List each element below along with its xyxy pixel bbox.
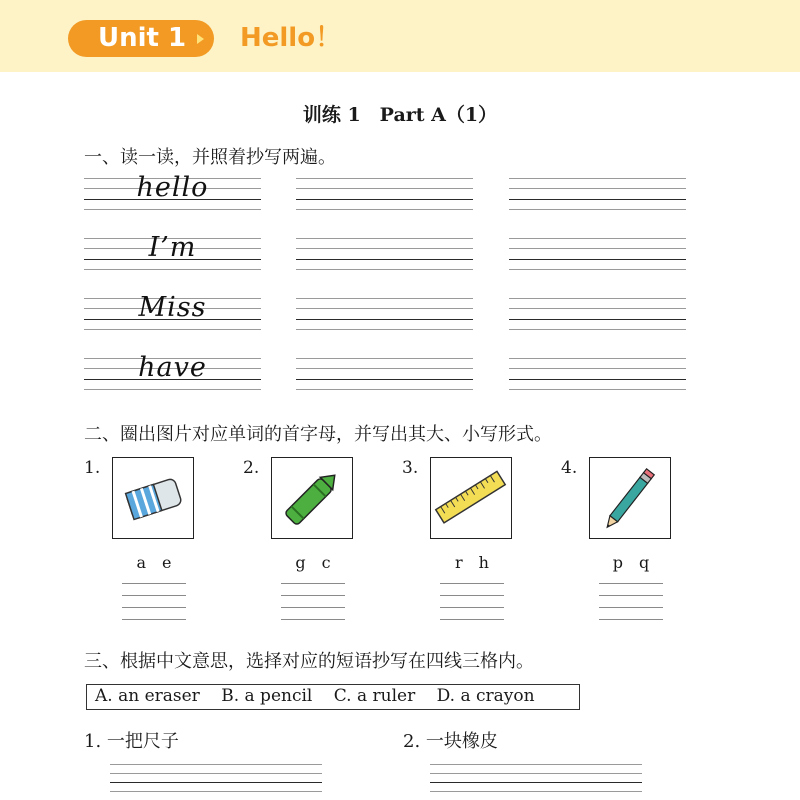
copy-word: Miss: [138, 292, 207, 323]
item-number: 1.: [84, 458, 101, 478]
item-number: 4.: [561, 458, 578, 478]
crayon-icon: [271, 457, 353, 539]
letter-options: g c: [295, 553, 331, 572]
choice-c: C. a ruler: [333, 686, 416, 706]
copy-word: hello: [136, 172, 209, 203]
letter-options: p q: [612, 553, 650, 572]
writing-staff: [296, 358, 473, 390]
lesson-title: 训练 1 Part A（1）: [302, 104, 498, 126]
item-number: 2.: [403, 731, 421, 752]
eraser-icon: [112, 457, 194, 539]
writing-staff: [296, 238, 473, 270]
answer-lines-2: [430, 764, 642, 794]
writing-staff: [296, 298, 473, 330]
writing-staff: [296, 178, 473, 210]
copy-word: I’m: [148, 232, 197, 263]
section3-instruction: 三、根据中文意思，选择对应的短语抄写在四线三格内。: [84, 651, 534, 672]
translation-item-2: [403, 727, 498, 753]
ruler-icon: [430, 457, 512, 539]
choice-a: A. an eraser: [95, 686, 200, 706]
writing-staff: [509, 358, 686, 390]
pencil-icon: [589, 457, 671, 539]
section1-instruction: 一、读一读，并照着抄写两遍。: [84, 147, 336, 168]
play-arrow-icon: [197, 34, 204, 44]
choice-d: D. a crayon: [436, 686, 535, 706]
letter-options: r h: [455, 553, 489, 572]
choice-box: [86, 684, 580, 710]
item-number: 3.: [402, 458, 419, 478]
page-header: [0, 0, 800, 72]
translation-item-1: [84, 727, 179, 753]
writing-staff: [84, 292, 261, 330]
answer-lines-1: [110, 764, 322, 794]
copy-word: have: [138, 352, 207, 383]
writing-staff: [84, 232, 261, 270]
chinese-prompt: 一把尺子: [106, 731, 179, 752]
writing-staff: [509, 238, 686, 270]
unit-badge: Unit 1: [68, 20, 214, 57]
writing-staff: [509, 298, 686, 330]
choice-b: B. a pencil: [221, 686, 313, 706]
item-number: 2.: [243, 458, 260, 478]
writing-staff: [84, 352, 261, 390]
section2-instruction: 二、圈出图片对应单词的首字母，并写出其大、小写形式。: [84, 424, 552, 445]
letter-options: a e: [136, 553, 172, 572]
unit-title: Hello！: [240, 23, 342, 53]
writing-staff: [84, 172, 261, 210]
writing-staff: [509, 178, 686, 210]
item-number: 1.: [84, 731, 102, 752]
chinese-prompt: 一块橡皮: [425, 731, 498, 752]
